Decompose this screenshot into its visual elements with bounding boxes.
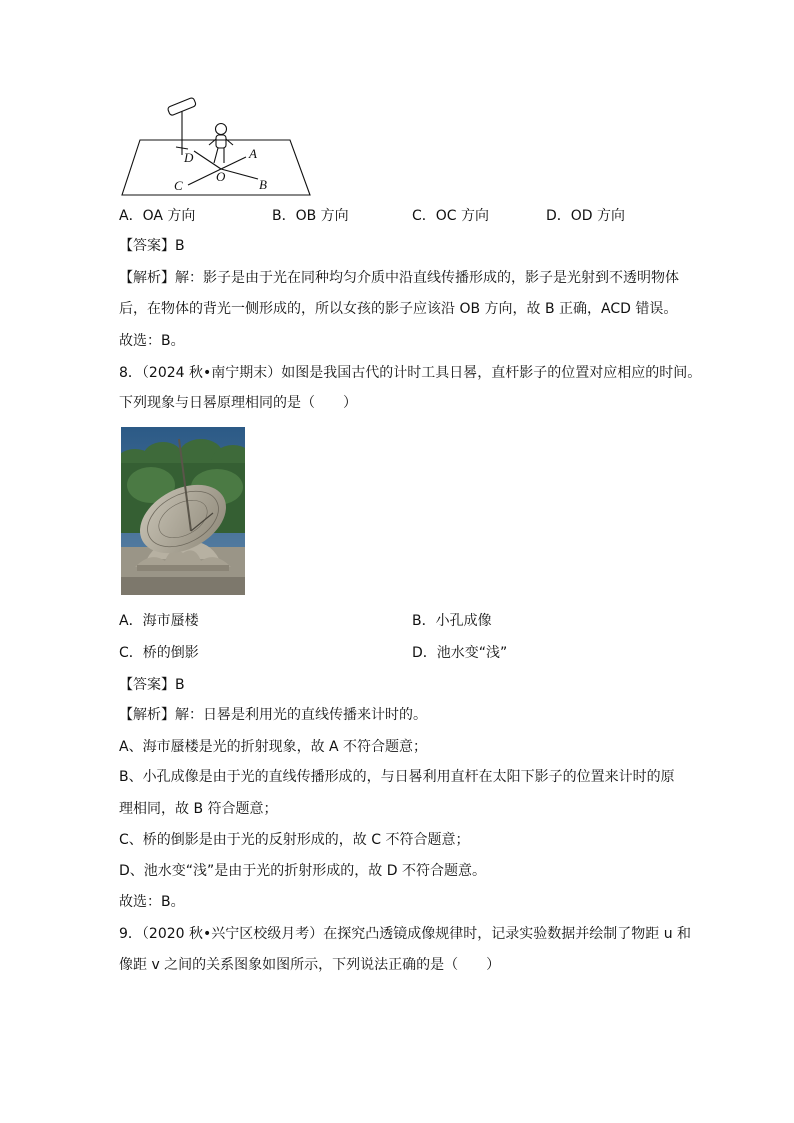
q7-answer: 【答案】B xyxy=(119,238,185,254)
q8-conclusion: 故选：B。 xyxy=(119,894,185,910)
q7-option-d: D．OD 方向 xyxy=(546,208,626,224)
q8-analysis-a: A、海市蜃楼是光的折射现象，故 A 不符合题意； xyxy=(119,739,428,755)
q8-analysis-d: D、池水变“浅”是由于光的折射形成的，故 D 不符合题意。 xyxy=(119,863,486,879)
q8-analysis-b1: B、小孔成像是由于光的直线传播形成的，与日晷利用直杆在太阳下影子的位置来计时的原 xyxy=(119,769,675,785)
q8-option-d: D．池水变“浅” xyxy=(412,645,508,661)
q8-analysis-b2: 理相同，故 B 符合题意； xyxy=(119,801,278,817)
q8-stem-line2: 下列现象与日晷原理相同的是（ ） xyxy=(119,395,357,411)
q7-option-c: C．OC 方向 xyxy=(412,208,490,224)
label-o: O xyxy=(216,169,226,184)
q8-stem-line1: 8．（2024 秋•南宁期末）如图是我国古代的计时工具日晷，直杆影子的位置对应相应的时间。 xyxy=(119,365,702,381)
girl-figure xyxy=(209,124,233,164)
q9-stem-line2: 像距 v 之间的关系图象如图所示，下列说法正确的是（ ） xyxy=(119,957,501,973)
q9-stem-line1: 9．（2020 秋•兴宁区校级月考）在探究凸透镜成像规律时，记录实验数据并绘制了物距 u 和 xyxy=(119,926,692,942)
ray-oa xyxy=(221,157,246,169)
sundial-photo xyxy=(121,427,245,595)
label-a: A xyxy=(249,146,257,161)
q7-option-a: A．OA 方向 xyxy=(119,208,196,224)
q8-analysis-c: C、桥的倒影是由于光的反射形成的，故 C 不符合题意； xyxy=(119,832,470,848)
q8-option-b: B．小孔成像 xyxy=(412,613,492,629)
ground-plane xyxy=(122,140,310,195)
q7-option-b: B．OB 方向 xyxy=(272,208,349,224)
ray-ob xyxy=(221,169,258,179)
q8-option-c: C．桥的倒影 xyxy=(119,645,199,661)
label-b: B xyxy=(259,177,267,192)
label-c: C xyxy=(174,178,183,193)
shadow-direction-diagram xyxy=(118,97,314,197)
q8-analysis-intro: 【解析】解：日晷是利用光的直线传播来计时的。 xyxy=(119,707,427,723)
q8-answer: 【答案】B xyxy=(119,677,185,693)
q7-analysis-line2: 后，在物体的背光一侧形成的，所以女孩的影子应该沿 OB 方向，故 B 正确，ACD 错误。 xyxy=(119,301,678,317)
q7-analysis-line1: 【解析】解：影子是由于光在同种均匀介质中沿直线传播形成的，影子是光射到不透明物体 xyxy=(119,270,679,286)
q8-option-a: A．海市蜃楼 xyxy=(119,613,199,629)
q7-conclusion: 故选：B。 xyxy=(119,333,185,349)
label-d: D xyxy=(184,150,194,165)
